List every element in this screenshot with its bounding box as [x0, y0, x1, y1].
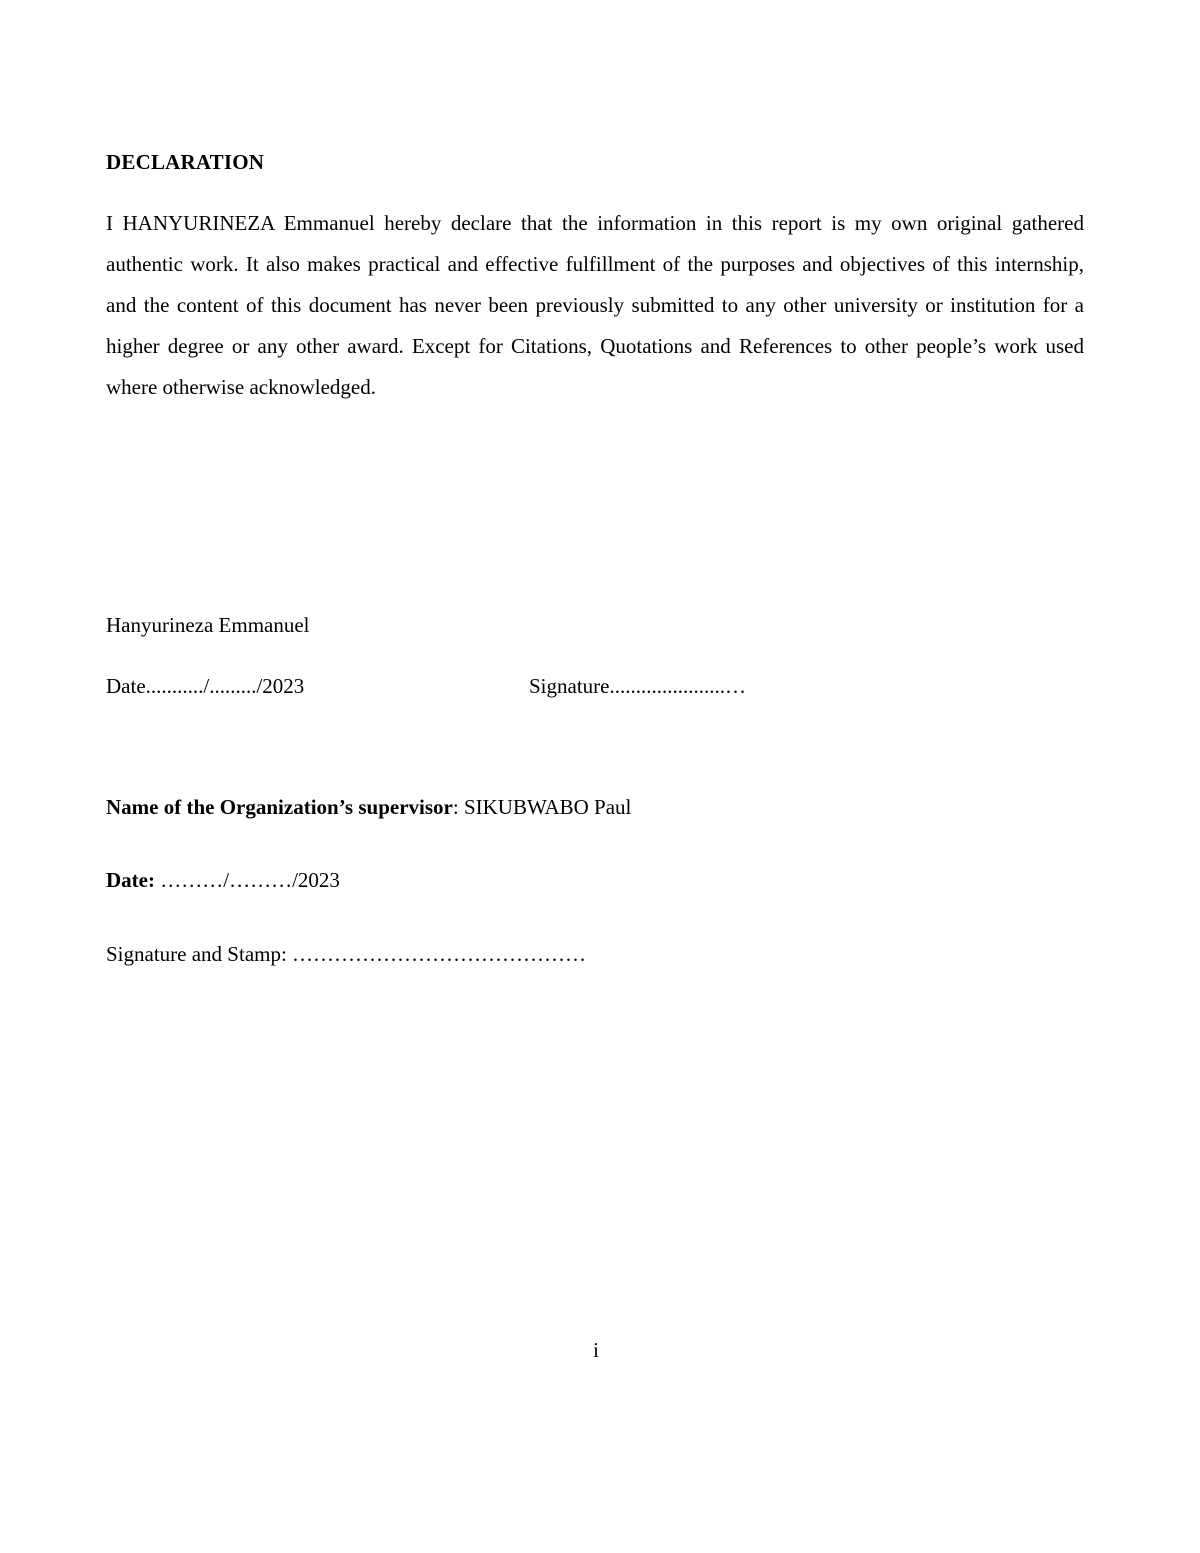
supervisor-date-value: ………/………/2023 [154, 868, 340, 892]
supervisor-label: Name of the Organization’s supervisor [106, 795, 453, 819]
declaration-heading: DECLARATION [106, 150, 265, 174]
supervisor-name: : SIKUBWABO Paul [452, 795, 632, 819]
student-signature-line: Signature......................… [529, 674, 746, 698]
supervisor-line [106, 795, 631, 820]
student-name: Hanyurineza Emmanuel [106, 613, 310, 637]
supervisor-date-line [106, 868, 340, 893]
signature-stamp-line: Signature and Stamp: …………………………………… [106, 942, 587, 966]
page-number: i [593, 1338, 599, 1362]
supervisor-date-label: Date: [106, 868, 155, 892]
student-date-line: Date.........../........./2023 [106, 674, 305, 698]
declaration-paragraph: I HANYURINEZA Emmanuel hereby declare that the information in this report is my own original gathered authentic work. It also makes practical and effective fulfillment of the purposes and objectives of this internship, and the content of this document has never been previously submitted to any other university or institution for a higher degree or any other award. Except for Citations, Quotations and References to other people’s work used where otherwise acknowledged. [106, 211, 1084, 399]
